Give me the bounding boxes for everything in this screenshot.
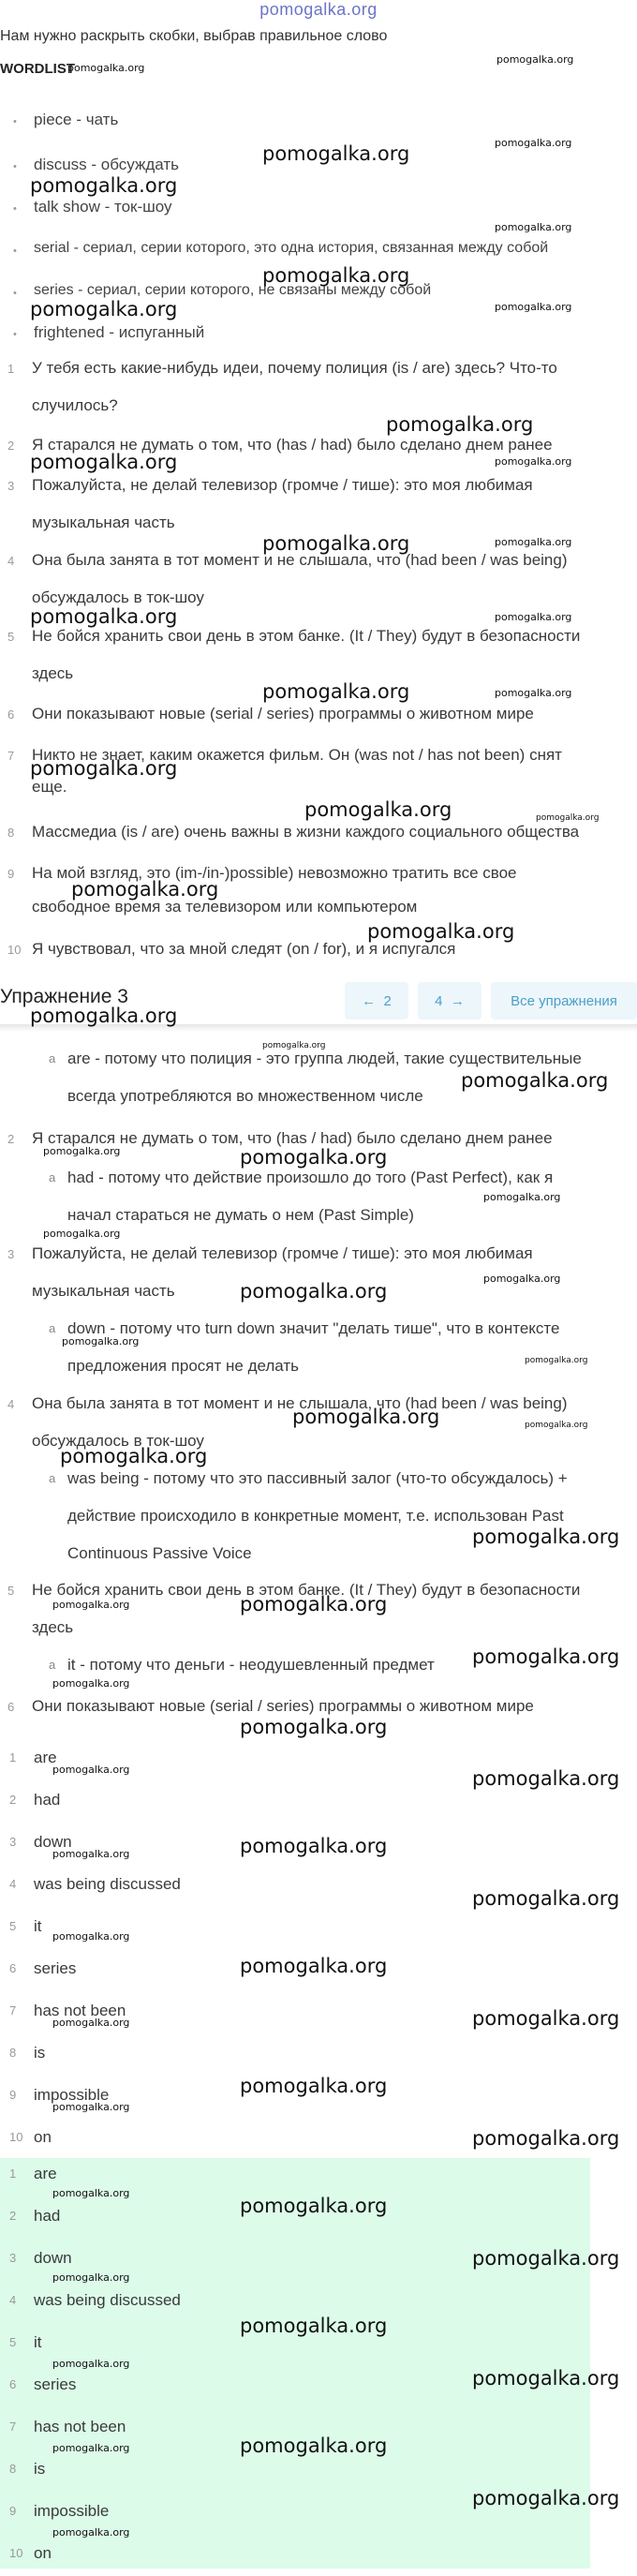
watermark: pomogalka.org (495, 536, 572, 548)
question-text: Я старался не думать о том, что (has / had) было сделано днем ранее (32, 1129, 553, 1147)
watermark: pomogalka.org (52, 1677, 130, 1690)
task-instruction: Нам нужно раскрыть скобки, выбрав правильное слово (0, 28, 388, 44)
arrow-left-icon: ← (362, 992, 377, 1009)
question-number: 5 (7, 630, 15, 644)
watermark: pomogalka.org (483, 1273, 561, 1285)
watermark: pomogalka.org (304, 798, 452, 821)
list-item: 3 down (9, 2249, 72, 2267)
watermark: pomogalka.org (472, 1887, 620, 1910)
watermark: pomogalka.org (30, 298, 178, 320)
question-text: Я чувствовал, что за мной следят (on / for), и я испугался (32, 940, 456, 958)
watermark: pomogalka.org (262, 1041, 326, 1050)
watermark: pomogalka.org (472, 1767, 620, 1790)
watermark: pomogalka.org (472, 2127, 620, 2150)
watermark: pomogalka.org (30, 605, 178, 628)
watermark: pomogalka.org (386, 413, 534, 436)
question-number: 7 (7, 749, 15, 763)
watermark: pomogalka.org (240, 1835, 388, 1857)
question-number: 3 (7, 479, 15, 493)
list-item: 8 is (9, 2460, 46, 2478)
list-item: 9 impossible (9, 2502, 110, 2520)
question-number: 4 (7, 1397, 15, 1411)
list-item: 10 on (9, 2128, 52, 2146)
question-text: Не бойся хранить свои день в этом банке. (It / They) будут в безопасности здесь (32, 627, 581, 682)
list-item: 1 are (9, 1749, 57, 1766)
watermark: pomogalka.org (52, 1930, 130, 1943)
question-text: Массмедиа (is / are) очень важны в жизни каждого социального общества (32, 823, 580, 841)
watermark: pomogalka.org (461, 1069, 609, 1092)
watermark: pomogalka.org (240, 2195, 388, 2217)
list-item: 5 it (9, 2333, 42, 2351)
watermark: pomogalka.org (472, 1645, 620, 1668)
watermark: pomogalka.org (52, 2442, 130, 2454)
question-number: 2 (7, 1132, 15, 1146)
watermark: pomogalka.org (30, 174, 178, 197)
question-text: У тебя есть какие-нибудь идеи, почему полиция (is / are) здесь? Что-то случилось? (32, 359, 557, 414)
explanation-text: are - потому что полиция - это группа людей, такие существительные всегда употребляются во множественном числе (67, 1050, 582, 1105)
watermark: pomogalka.org (43, 1145, 121, 1157)
question-text: Пожалуйста, не делай телевизор (громче / тише): это моя любимая музыкальная часть (32, 476, 533, 531)
watermark: pomogalka.org (52, 1848, 130, 1860)
next-exercise-button[interactable]: 4 → (418, 982, 481, 1020)
list-item: 7 has not been (9, 2002, 126, 2019)
all-exercises-button[interactable]: Все упражнения (491, 982, 637, 1020)
watermark: pomogalka.org (262, 680, 410, 703)
question-text: Они показывают новые (serial / series) программы о животном мире (32, 1697, 534, 1715)
explanation-text: had - потому что действие произошло до того (Past Perfect), как я начал стараться не думать о нем (Past Simple) (67, 1169, 554, 1224)
site-logo[interactable]: pomogalka.org (259, 0, 378, 19)
question-text: Она была занята в тот момент и не слышала, что (had been / was being) обсуждалось в ток-шоу (32, 551, 568, 606)
watermark: pomogalka.org (62, 1335, 140, 1348)
watermark: pomogalka.org (262, 264, 410, 287)
question-text: Я старался не думать о том, что (has / had) было сделано днем ранее (32, 436, 553, 454)
watermark: pomogalka.org (52, 2526, 130, 2539)
question-number: 5 (7, 1584, 15, 1598)
watermark: pomogalka.org (262, 142, 410, 165)
watermark: pomogalka.org (472, 2007, 620, 2030)
watermark: pomogalka.org (495, 301, 572, 313)
watermark: pomogalka.org (472, 2247, 620, 2270)
watermark: pomogalka.org (472, 2367, 620, 2390)
question-text: Пожалуйста, не делай телевизор (громче / тише): это моя любимая музыкальная часть (32, 1244, 533, 1300)
watermark: pomogalka.org (240, 1955, 388, 1977)
watermark: pomogalka.org (495, 455, 572, 468)
watermark: pomogalka.org (43, 1228, 121, 1240)
watermark: pomogalka.org (30, 757, 178, 780)
explanation-text: it - потому что деньги - неодушевленный предмет (67, 1656, 435, 1674)
question-number: 6 (7, 707, 15, 722)
list-item: 5 it (9, 1917, 42, 1935)
watermark: pomogalka.org (292, 1406, 440, 1428)
watermark: pomogalka.org (240, 1280, 388, 1303)
watermark: pomogalka.org (525, 1356, 588, 1365)
watermark: pomogalka.org (240, 2075, 388, 2097)
watermark: pomogalka.org (472, 2487, 620, 2509)
question-text: Никто не знает, каким окажется фильм. Он (was not / has not been) снят еще. (32, 746, 562, 796)
exercise-title: Упражнение 3 (0, 986, 128, 1007)
list-item: 7 has not been (9, 2418, 126, 2435)
question-number: 1 (7, 362, 15, 376)
watermark: pomogalka.org (472, 1526, 620, 1548)
watermark: pomogalka.org (495, 687, 572, 699)
watermark: pomogalka.org (240, 2435, 388, 2457)
question-number: 4 (7, 554, 15, 568)
watermark: pomogalka.org (525, 1421, 588, 1430)
list-item: 3 down (9, 1833, 72, 1851)
watermark: pomogalka.org (495, 221, 572, 233)
question-text: Не бойся хранить свои день в этом банке. (It / They) будут в безопасности здесь (32, 1581, 581, 1636)
watermark: pomogalka.org (52, 2187, 130, 2199)
arrow-right-icon: → (450, 992, 465, 1009)
list-item: 6 series (9, 1959, 77, 1977)
watermark: pomogalka.org (30, 451, 178, 473)
watermark: pomogalka.org (52, 2101, 130, 2113)
prev-exercise-button[interactable]: ← 2 (345, 982, 408, 1020)
list-item: 2 had (9, 1791, 61, 1809)
question-number: 9 (7, 867, 15, 881)
watermark: pomogalka.org (262, 532, 410, 555)
watermark: pomogalka.org (495, 611, 572, 623)
watermark: pomogalka.org (52, 1764, 130, 1776)
question-text: Она была занята в тот момент и не слышала, что (had been / was being) обсуждалось в ток-шоу (32, 1394, 568, 1450)
wordlist-heading: WORDLIST (0, 61, 75, 77)
list-item: 4 was being discussed (9, 2291, 181, 2309)
watermark: pomogalka.org (52, 2017, 130, 2029)
watermark: pomogalka.org (30, 1005, 178, 1027)
question-number: 6 (7, 1700, 15, 1714)
list-item: 8 is (9, 2044, 46, 2062)
question-text: Они показывают новые (serial / series) программы о животном мире (32, 705, 534, 722)
watermark: pomogalka.org (71, 878, 219, 901)
question-number: 2 (7, 439, 15, 453)
watermark: pomogalka.org (52, 2358, 130, 2370)
watermark: pomogalka.org (52, 1599, 130, 1611)
watermark: pomogalka.org (240, 1716, 388, 1738)
watermark: pomogalka.org (240, 2315, 388, 2337)
question-number: 8 (7, 826, 15, 840)
list-item: 2 had (9, 2207, 61, 2225)
watermark: pomogalka.org (240, 1146, 388, 1169)
question-text: На мой взгляд, это (im-/in-)possible) невозможно тратить все свое свободное время за телевизором или компьютером (32, 864, 517, 916)
question-number: 3 (7, 1247, 15, 1261)
list-item: 10 on (9, 2544, 52, 2562)
watermark: pomogalka.org (367, 920, 515, 943)
watermark: pomogalka.org (495, 137, 572, 149)
watermark: pomogalka.org (240, 1593, 388, 1616)
list-item: 6 series (9, 2375, 77, 2393)
watermark: pomogalka.org (496, 53, 574, 66)
list-item: 1 are (9, 2165, 57, 2182)
question-number: 10 (7, 943, 22, 957)
watermark: pomogalka.org (60, 1445, 208, 1467)
list-item: 4 was being discussed (9, 1875, 181, 1893)
watermark: pomogalka.org (483, 1191, 561, 1203)
watermark: pomogalka.org (67, 62, 145, 74)
explanation-text: down - потому что turn down значит "делать тише", что в контексте предложения просят не делать (67, 1319, 560, 1375)
list-item: 9 impossible (9, 2086, 110, 2104)
watermark: pomogalka.org (536, 813, 600, 823)
watermark: pomogalka.org (52, 2271, 130, 2284)
explanation-text: was being - потому что это пассивный залог (что-то обсуждалось) + действие происходило в конкретные момент, т.е. использован Past Continuous Passive Voice (67, 1469, 568, 1562)
